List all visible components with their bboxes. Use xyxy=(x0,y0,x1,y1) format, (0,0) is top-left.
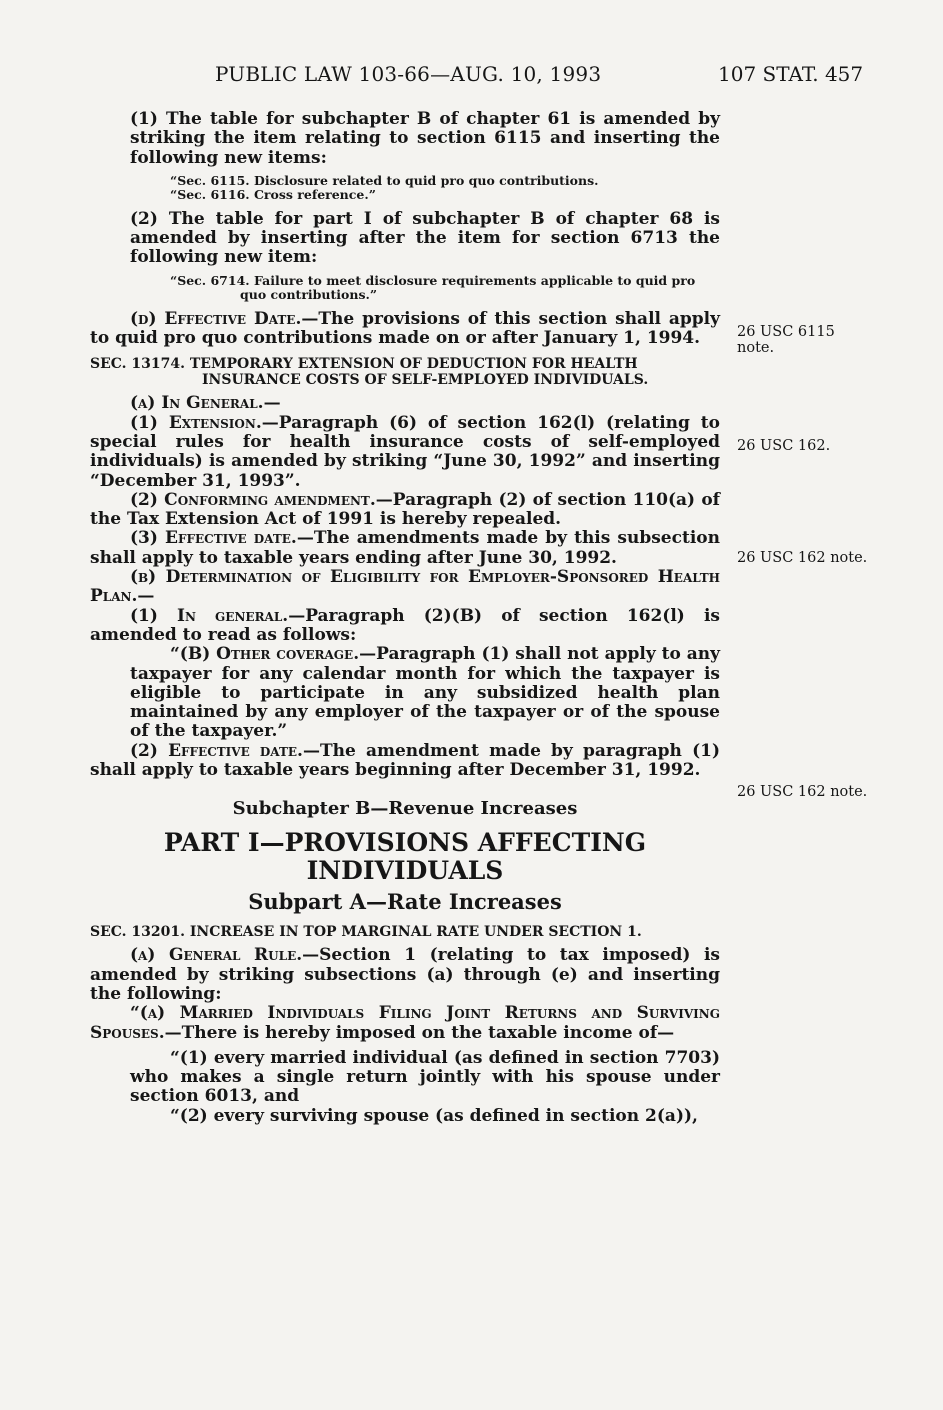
married-filing-jointly-text: —There is hereby imposed on the taxable income of— xyxy=(164,1022,675,1043)
paragraph-a3-caption: (3) Effective date. xyxy=(130,528,297,549)
margin-note-6115 xyxy=(737,324,887,356)
quoted-item-6714: “Sec. 6714. Failure to meet disclosure requirements applicable to quid pro quo contributions.” xyxy=(170,272,696,302)
paragraph-b1-caption: (1) In general. xyxy=(130,605,289,626)
paragraph-b1-text: —Paragraph (2)(B) of section 162(l) is amended to read as follows: xyxy=(90,605,720,645)
paragraph-a2 xyxy=(90,491,720,530)
header-page-number: 107 STAT. 457 xyxy=(718,62,864,86)
subsection-d-caption: (d) Effective Date. xyxy=(130,308,302,329)
margin-note-162-a3: 26 USC 162 note. xyxy=(737,550,868,566)
subsection-a-dash: — xyxy=(263,393,281,414)
part-heading xyxy=(90,829,720,885)
general-rule-text: —Section 1 (relating to tax imposed) is amended by striking subsections (a) through (e) and inserting the following: xyxy=(90,945,720,1004)
quoted-table-items-2 xyxy=(90,274,720,302)
paragraph-a3-text: —The amendments made by this subsection shall apply to taxable years ending after June 30, 1992. xyxy=(90,528,720,568)
paragraph-b1 xyxy=(90,607,720,646)
section-13174-heading xyxy=(90,356,720,388)
margin-note-6115-line2: note. xyxy=(737,340,775,356)
subpart-heading: Subpart A—Rate Increases xyxy=(248,889,562,915)
section-13201-heading: SEC. 13201. INCREASE IN TOP MARGINAL RATE UNDER SECTION 1. xyxy=(90,924,642,941)
section-13174-line2: INSURANCE COSTS OF SELF-EMPLOYED INDIVIDUALS. xyxy=(202,372,649,389)
married-filing-jointly xyxy=(90,1004,720,1043)
part-heading-line1: PART I—PROVISIONS AFFECTING xyxy=(163,828,647,858)
subsection-a-caption: (a) In General. xyxy=(130,393,264,414)
quoted-table-items-1 xyxy=(90,174,720,202)
quoted-item-6115: “Sec. 6115. Disclosure related to quid pro quo contributions. xyxy=(170,172,599,188)
subsection-b xyxy=(90,568,720,607)
subsection-d-text: —The provisions of this section shall apply to quid pro quo contributions made on or after January 1, 1994. xyxy=(90,308,721,349)
paragraph-b2-caption: (2) Effective date. xyxy=(130,740,303,761)
quoted-subparagraph-b-text: —Paragraph (1) shall not apply to any taxpayer for any calendar month for which the taxpayer is eligible to participate in any subsidized health plan maintained by any employer of the taxpayer or of the spouse of the taxpayer.” xyxy=(130,644,720,742)
quoted-subparagraph-b xyxy=(90,645,720,741)
paragraph-a2-text: —Paragraph (2) of section 110(a) of the Tax Extension Act of 1991 is hereby repealed. xyxy=(90,489,720,530)
subsection-a xyxy=(90,394,720,413)
paragraph-1: (1) The table for subchapter B of chapter 61 is amended by striking the item relating to section 6115 and inserting the following new items: xyxy=(130,109,720,168)
paragraph-2: (2) The table for part I of subchapter B of chapter 68 is amended by inserting after the item for section 6713 the following new item: xyxy=(130,208,720,268)
quoted-item-6116: “Sec. 6116. Cross reference.” xyxy=(170,186,376,202)
section-13174-line1: SEC. 13174. TEMPORARY EXTENSION OF DEDUCTION FOR HEALTH xyxy=(90,356,638,373)
paragraph-a3 xyxy=(90,529,720,568)
subsection-b-dash: — xyxy=(137,586,155,607)
margin-note-6115-line1: 26 USC 6115 xyxy=(737,324,835,340)
married-filing-jointly-caption: “(a) Married Individuals Filing Joint Returns and Surviving Spouses. xyxy=(90,1003,720,1043)
subchapter-heading: Subchapter B—Revenue Increases xyxy=(232,798,578,820)
quoted-subparagraph-b-caption: “(B) Other coverage. xyxy=(170,644,360,665)
general-rule-caption: (a) General Rule. xyxy=(130,945,303,966)
paragraph-a1-caption: (1) Extension. xyxy=(130,412,262,433)
part-heading-line2: INDIVIDUALS xyxy=(306,856,504,886)
item-1-married-individual: “(1) every married individual (as defined in section 7703) who makes a single return jointly with his spouse under section 6013, and xyxy=(130,1047,720,1107)
paragraph-b2 xyxy=(90,742,720,781)
margin-note-162-b2: 26 USC 162 note. xyxy=(737,784,868,800)
general-rule xyxy=(90,946,720,1004)
subsection-d xyxy=(90,310,720,349)
running-header xyxy=(0,62,943,92)
paragraph-a1-text: —Paragraph (6) of section 162(l) (relating to special rules for health insurance costs of self-employed individuals) is amended by striking “June 30, 1992” and inserting “December 31, 1993”. xyxy=(90,412,720,491)
subsection-b-caption: (b) Determination of Eligibility for Employer-Sponsored Health Plan. xyxy=(90,567,720,607)
statute-body xyxy=(90,110,720,1126)
margin-note-162: 26 USC 162. xyxy=(737,438,831,454)
paragraph-a1 xyxy=(90,414,720,491)
item-2-surviving-spouse: “(2) every surviving spouse (as defined in section 2(a)), xyxy=(170,1105,698,1126)
paragraph-a2-caption: (2) Conforming amendment. xyxy=(130,489,376,510)
header-law-citation: PUBLIC LAW 103-66—AUG. 10, 1993 xyxy=(215,62,602,86)
paragraph-b2-text: —The amendment made by paragraph (1) shall apply to taxable years beginning after December 31, 1992. xyxy=(90,740,720,781)
